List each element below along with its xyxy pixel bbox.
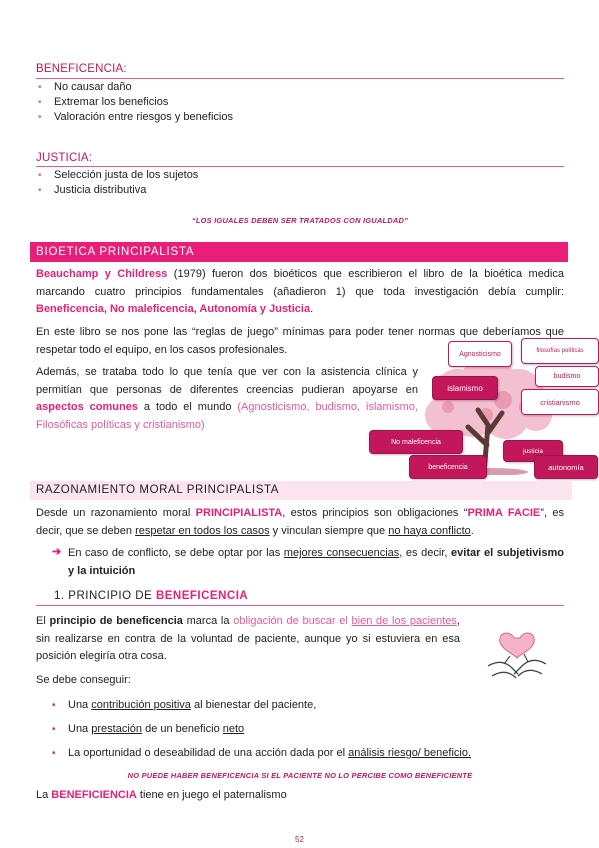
justicia-rule: [36, 166, 564, 167]
list-item: • No causar daño: [38, 81, 132, 93]
list-item: • Valoración entre riesgos y beneficios: [38, 111, 233, 123]
equality-quote: “LOS IGUALES DEBEN SER TRATADOS CON IGUALDAD”: [191, 216, 409, 225]
tag-no-maleficencia: No maleficencia: [369, 430, 463, 454]
tag-islamismo: islamismo: [432, 376, 498, 400]
justicia-heading: JUSTICIA:: [36, 152, 93, 164]
beneficencia-rule: [36, 78, 564, 79]
razonamiento-band: RAZONAMIENTO MORAL PRINCIPALISTA: [30, 481, 572, 500]
tag-autonomia: autonomía: [534, 455, 598, 479]
tag-budismo: budismo: [535, 366, 599, 387]
beneficencia-quote: NO PUEDE HABER BENEFICENCIA SI EL PACIENTE NO LO PERCIBE COMO BENEFICIENTE: [127, 771, 473, 780]
bioetica-paragraph-2: En este libro se nos pone las “reglas de juego” mínimas para poder tener normas que deberíamos que respetar todo el equipo, en los casos profesionales.: [36, 326, 564, 356]
paternalismo-line: La BENEFICIENCIA tiene en juego el paternalismo: [36, 789, 287, 801]
justicia-list: [36, 168, 536, 198]
tag-filosofias-politicas: filosofías políticas: [521, 338, 599, 364]
list-item: • Justicia distributiva: [38, 184, 147, 196]
razonamiento-paragraph: Desde un razonamiento moral PRINCIPIALISTA, estos principios son obligaciones “PRIMA FACIE”, es decir, que se deben respetar en todos los casos y vinculan siempre que no haya conflicto.: [36, 507, 564, 537]
list-item: • Extremar los beneficios: [38, 96, 169, 108]
tag-cristianismo: cristianismo: [521, 389, 599, 415]
list-item: • Una prestación de un beneficio neto: [52, 723, 245, 735]
conseguir-list: [50, 697, 560, 769]
principio-rule: [36, 605, 564, 606]
beneficencia-heading: BENEFICENCIA:: [36, 63, 127, 75]
bioetica-paragraph-1: Beauchamp y Childress (1979) fueron dos bioéticos que escribieron el libro de la bioética medica marcando cuatro principios fundamentales (añadieron 1) que toda investigación debía cumplir: Beneficencia, No maleficencia, Autonomía y Justicia.: [36, 268, 564, 315]
tag-justicia: justicia: [503, 440, 563, 462]
hands-heart-icon: [484, 624, 550, 684]
tag-beneficencia: beneficencia: [409, 455, 487, 479]
principio-heading: 1. PRINCIPIO DE BENEFICENCIA: [54, 590, 249, 602]
conflict-paragraph: En caso de conflicto, se debe optar por las mejores consecuencias, es decir, evitar el subjetivismo y la intuición: [68, 547, 564, 577]
list-item: • Selección justa de los sujetos: [38, 169, 199, 181]
list-item: • La oportunidad o deseabilidad de una acción dada por el análisis riesgo/ beneficio.: [52, 747, 472, 759]
principio-paragraph: El principio de beneficencia marca la obligación de buscar el bien de los pacientes, sin realizarse en contra de la voluntad de paciente, aunque yo si estuviera en esa posición elegiría otra cosa.: [36, 615, 460, 662]
list-item: • Una contribución positiva al bienestar del paciente,: [52, 699, 317, 711]
bioetica-band: BIOETICA PRINCIPALISTA: [30, 242, 568, 262]
principles: Beneficencia, No maleficencia, Autonomía y Justicia: [36, 303, 311, 315]
page-number: 52: [295, 835, 304, 844]
beneficencia-list: [36, 80, 536, 125]
authors: Beauchamp y Childress: [36, 268, 168, 280]
tag-agnosticismo: Agnosticismo: [448, 341, 512, 367]
arrow-right-icon: ➔: [52, 546, 62, 558]
conseguir-label: Se debe conseguir:: [36, 674, 131, 686]
bioetica-paragraph-3: Además, se trataba todo lo que tenía que ver con la asistencia clínica y permitían que personas de diferentes creencias pudieran apoyarse en aspectos comunes a todo el mundo (Agnosticismo, budismo, islamismo, Filosóficas políticas y cristianismo): [36, 366, 418, 431]
